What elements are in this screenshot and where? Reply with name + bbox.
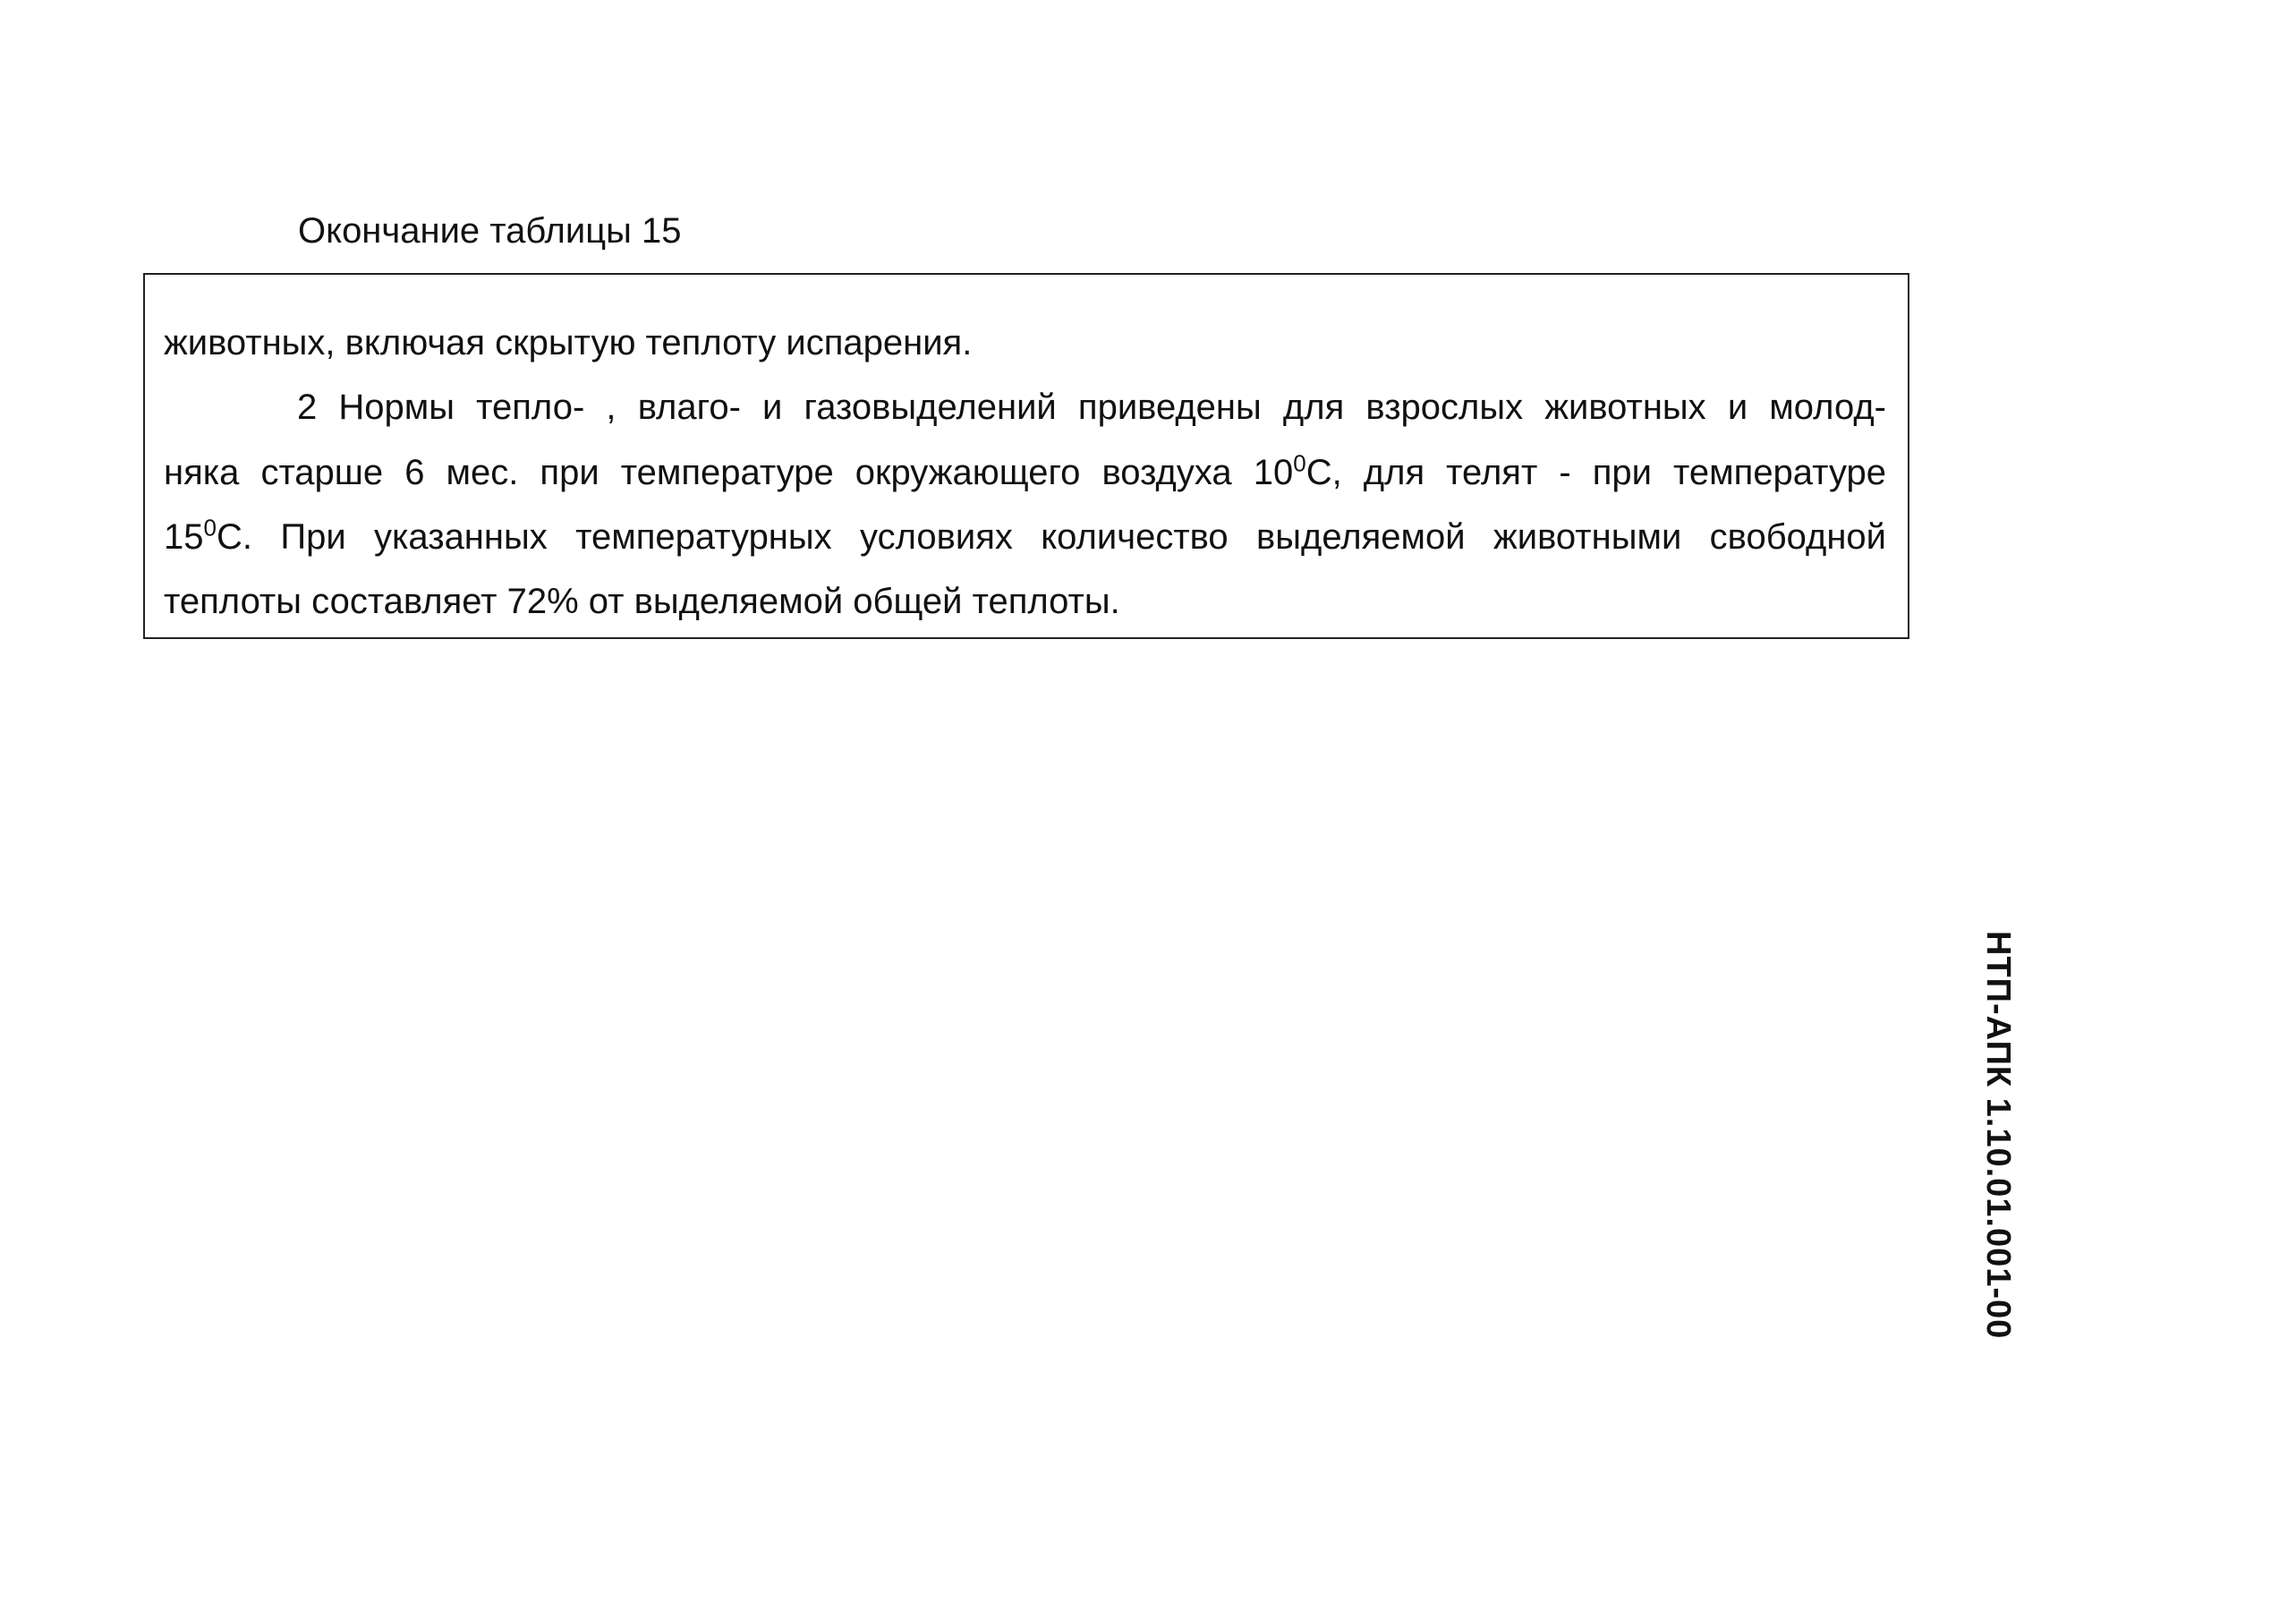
note-line-4-text: 15 <box>164 517 204 557</box>
note-line-4 <box>164 512 1886 562</box>
note-line-3-text: няка старше 6 мес. при температуре окружающего воздуха 10 <box>164 453 1294 492</box>
degree-superscript: 0 <box>1293 449 1306 477</box>
table-continuation-caption: Окончание таблицы 15 <box>298 211 682 251</box>
degree-superscript: 0 <box>203 514 217 541</box>
table-note-box <box>143 273 1909 639</box>
note-line-3-text-end: С, для телят - при температуре <box>1305 453 1886 492</box>
note-line-2: 2 Нормы тепло- , влаго- и газовыделений приведены для взрослых животных и молод- <box>297 388 1886 427</box>
note-line-4-text-end: С. При указанных температурных условиях количество выделяемой животными свободной <box>216 517 1886 557</box>
note-line-3 <box>164 448 1886 498</box>
note-line-5: теплоты составляет 72% от выделяемой общей теплоты. <box>164 582 1120 621</box>
document-code-vertical: НТП-АПК 1.10.01.001-00 <box>1979 931 2017 1340</box>
note-line-1: животных, включая скрытую теплоту испарения. <box>164 323 973 362</box>
